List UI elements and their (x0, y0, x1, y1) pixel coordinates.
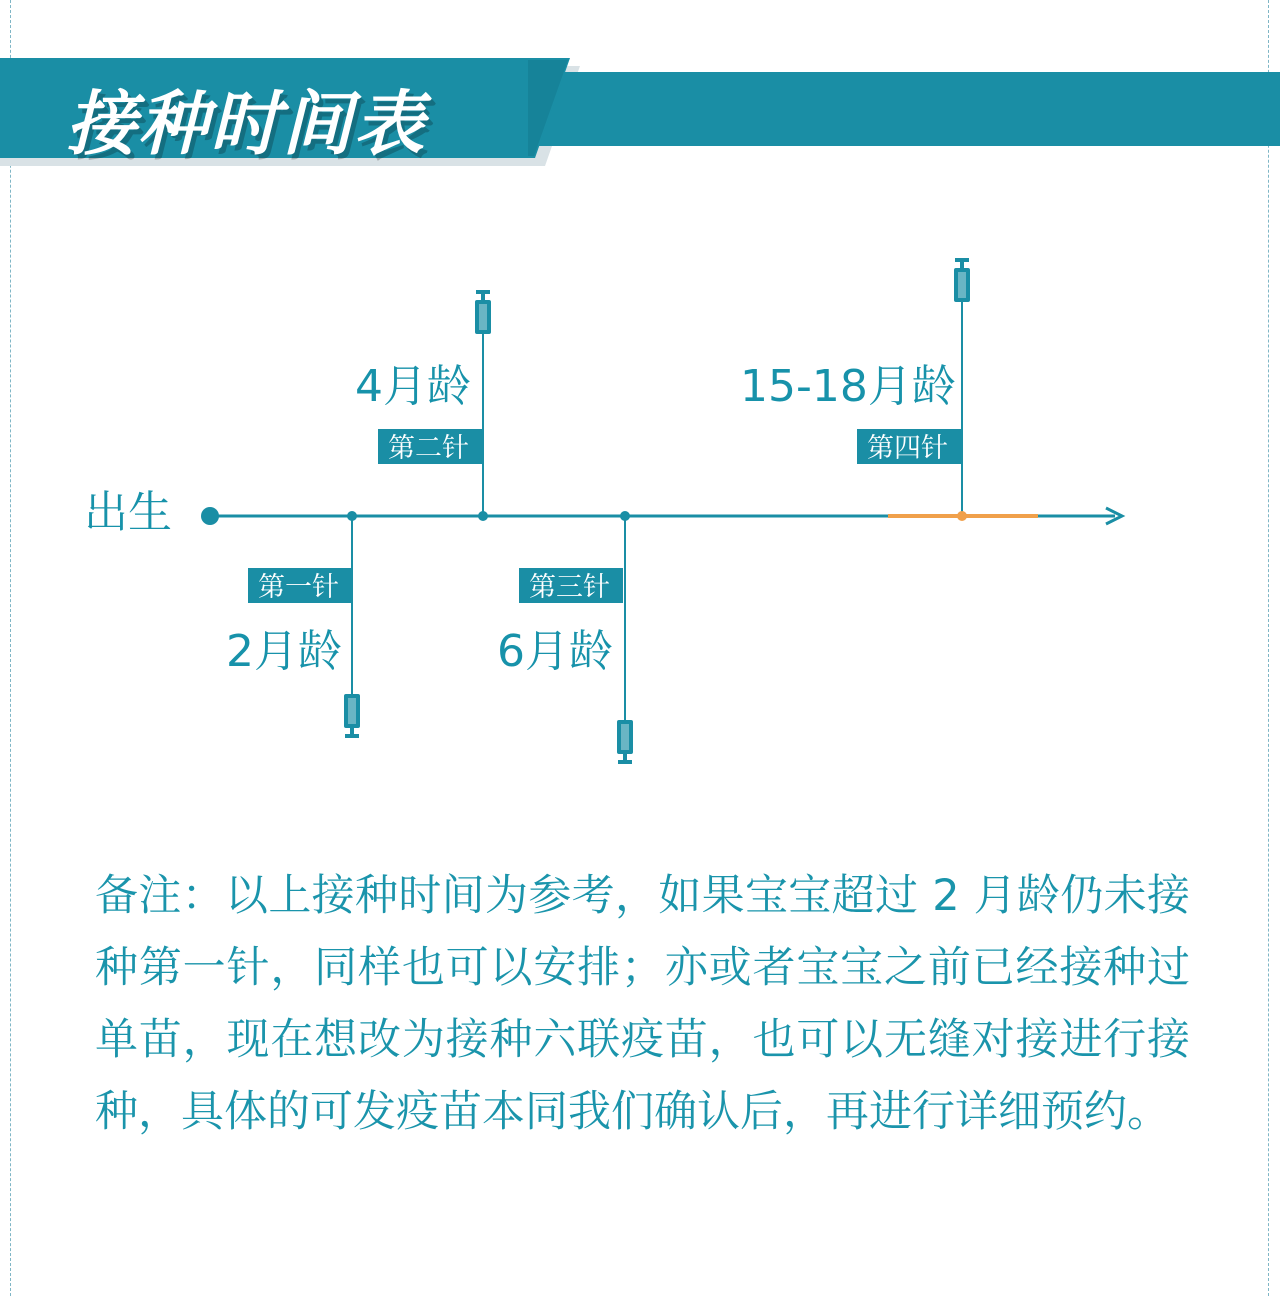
syringe-icon (954, 258, 970, 310)
dose-1-shot-label: 第一针 (258, 572, 339, 603)
dose-4-shot-label: 第四针 (867, 433, 948, 464)
dose-2-shot-label: 第二针 (388, 433, 469, 464)
dose-2-marker (355, 290, 491, 521)
dose-4-age-label: 15-18月龄 (740, 361, 956, 412)
syringe-icon (344, 686, 360, 738)
birth-label: 出生 (84, 487, 172, 538)
dose-2-age-label: 4月龄 (355, 361, 471, 412)
syringe-icon (475, 290, 491, 342)
dose-3-shot-label: 第三针 (529, 572, 610, 603)
page-title: 接种时间表 (66, 83, 426, 165)
dose-1-marker (226, 511, 360, 738)
remarks-paragraph: 备注：以上接种时间为参考，如果宝宝超过 2 月龄仍未接种第一针，同样也可以安排；亦或者宝宝之前已经接种过单苗，现在想改为接种六联疫苗，也可以无缝对接进行接种，具体的可发疫苗本同我们确认后，再进行详细预约。 (95, 871, 1190, 1137)
syringe-icon (617, 712, 633, 764)
birth-start-dot (201, 507, 219, 525)
dose-3-age-label: 6月龄 (497, 626, 613, 677)
dose-3-marker (497, 511, 633, 764)
dose-4-marker (740, 258, 970, 521)
dose-1-age-label: 2月龄 (226, 626, 342, 677)
